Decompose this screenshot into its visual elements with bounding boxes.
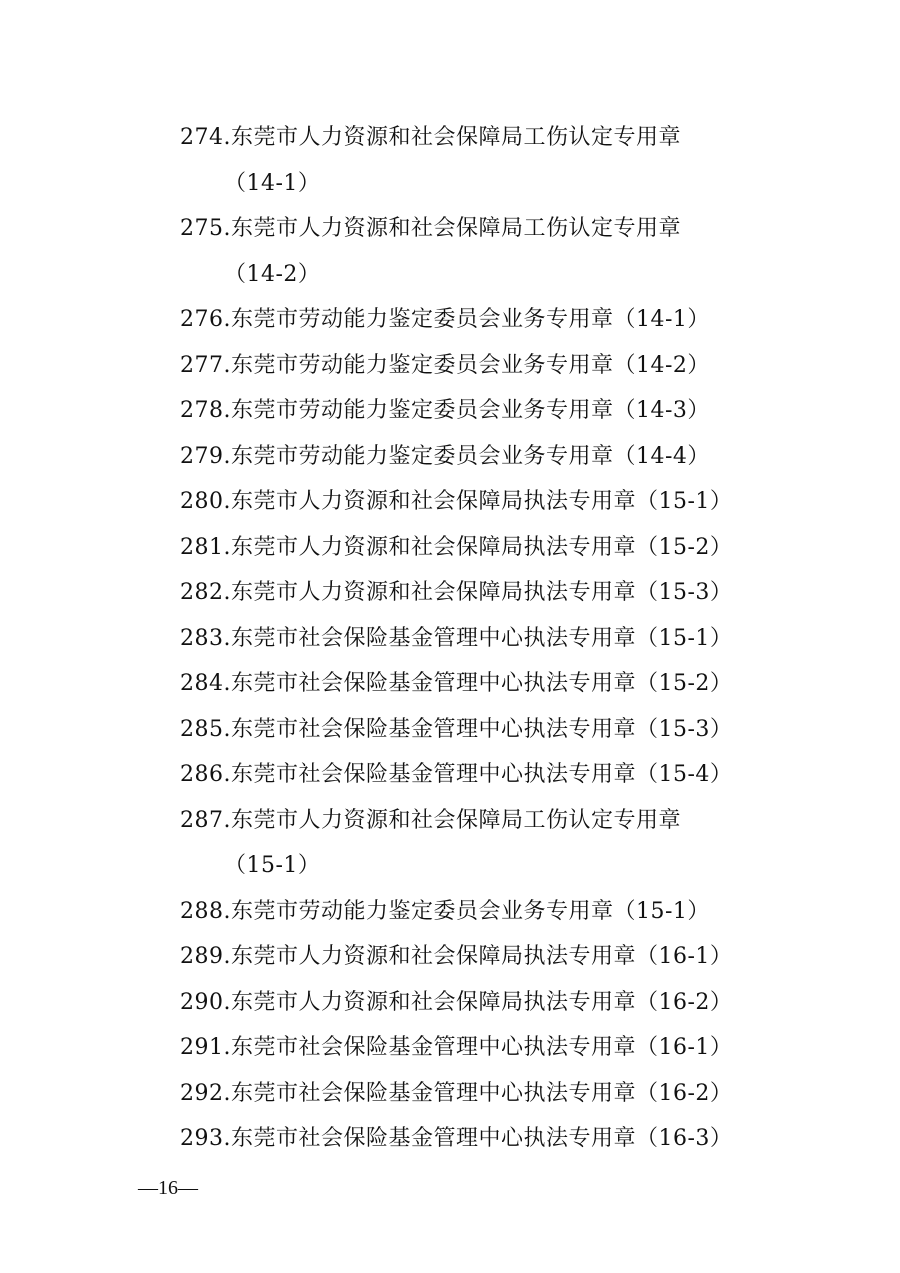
item-text: 东莞市社会保险基金管理中心执法专用章（15-4） (230, 762, 733, 787)
list-item (180, 980, 780, 1026)
item-text: 东莞市社会保险基金管理中心执法专用章（16-1） (230, 1035, 733, 1060)
list-item (180, 798, 780, 889)
list-item (180, 752, 780, 798)
list-item (180, 934, 780, 980)
item-text: 东莞市劳动能力鉴定委员会业务专用章（15-1） (230, 898, 710, 924)
item-number: 293. (180, 1126, 231, 1151)
item-number: 275. (180, 216, 231, 241)
item-text-continuation: （14-2） (224, 261, 321, 287)
item-number: 282. (180, 580, 231, 605)
item-number: 290. (180, 989, 231, 1015)
item-text: 东莞市社会保险基金管理中心执法专用章（16-3） (230, 1126, 733, 1151)
item-text: 东莞市社会保险基金管理中心执法专用章（16-2） (230, 1080, 733, 1106)
item-text: 东莞市社会保险基金管理中心执法专用章（15-1） (230, 625, 733, 651)
item-number: 280. (180, 489, 231, 514)
list-item (180, 479, 780, 525)
item-text: 东莞市劳动能力鉴定委员会业务专用章（14-1） (230, 307, 710, 332)
item-number: 291. (180, 1035, 231, 1060)
item-text: 东莞市人力资源和社会保障局工伤认定专用章 (230, 807, 681, 833)
list-item (180, 707, 780, 753)
list-item (180, 570, 780, 616)
item-number: 285. (180, 716, 231, 742)
item-text: 东莞市人力资源和社会保障局执法专用章（15-1） (230, 489, 733, 514)
item-text-continuation: （15-1） (224, 853, 321, 878)
item-text: 东莞市人力资源和社会保障局执法专用章（16-2） (230, 989, 733, 1015)
item-number: 283. (180, 625, 231, 651)
item-text-continuation: （14-1） (224, 170, 321, 196)
list-item (180, 661, 780, 707)
item-number: 274. (180, 125, 231, 150)
list-item (180, 525, 780, 571)
item-text: 东莞市人力资源和社会保障局执法专用章（15-2） (230, 534, 733, 560)
list-item (180, 616, 780, 662)
item-text: 东莞市劳动能力鉴定委员会业务专用章（14-2） (230, 352, 710, 378)
item-text: 东莞市人力资源和社会保障局执法专用章（16-1） (230, 944, 733, 969)
item-text: 东莞市社会保险基金管理中心执法专用章（15-3） (230, 716, 733, 742)
list-item (180, 297, 780, 343)
list-item (180, 1071, 780, 1117)
item-text: 东莞市劳动能力鉴定委员会业务专用章（14-3） (230, 398, 710, 423)
item-text: 东莞市劳动能力鉴定委员会业务专用章（14-4） (230, 443, 710, 469)
item-text: 东莞市人力资源和社会保障局执法专用章（15-3） (230, 580, 733, 605)
item-number: 278. (180, 398, 231, 423)
item-number: 284. (180, 671, 231, 696)
list-item (180, 343, 780, 389)
item-number: 286. (180, 762, 231, 787)
list-item (180, 115, 780, 206)
list-item (180, 1025, 780, 1071)
list-item (180, 434, 780, 480)
item-number: 276. (180, 307, 231, 332)
item-number: 287. (180, 807, 231, 833)
list-item (180, 206, 780, 297)
item-number: 289. (180, 944, 231, 969)
page-number: —16— (138, 1177, 198, 1199)
item-number: 292. (180, 1080, 231, 1106)
item-text: 东莞市社会保险基金管理中心执法专用章（15-2） (230, 671, 733, 696)
list-item (180, 1116, 780, 1162)
seal-list (180, 115, 780, 1162)
item-text: 东莞市人力资源和社会保障局工伤认定专用章 (230, 216, 681, 241)
item-number: 279. (180, 443, 231, 469)
item-number: 281. (180, 534, 231, 560)
list-item (180, 388, 780, 434)
item-number: 277. (180, 352, 231, 378)
item-text: 东莞市人力资源和社会保障局工伤认定专用章 (230, 125, 681, 150)
list-item (180, 889, 780, 935)
item-number: 288. (180, 898, 231, 924)
